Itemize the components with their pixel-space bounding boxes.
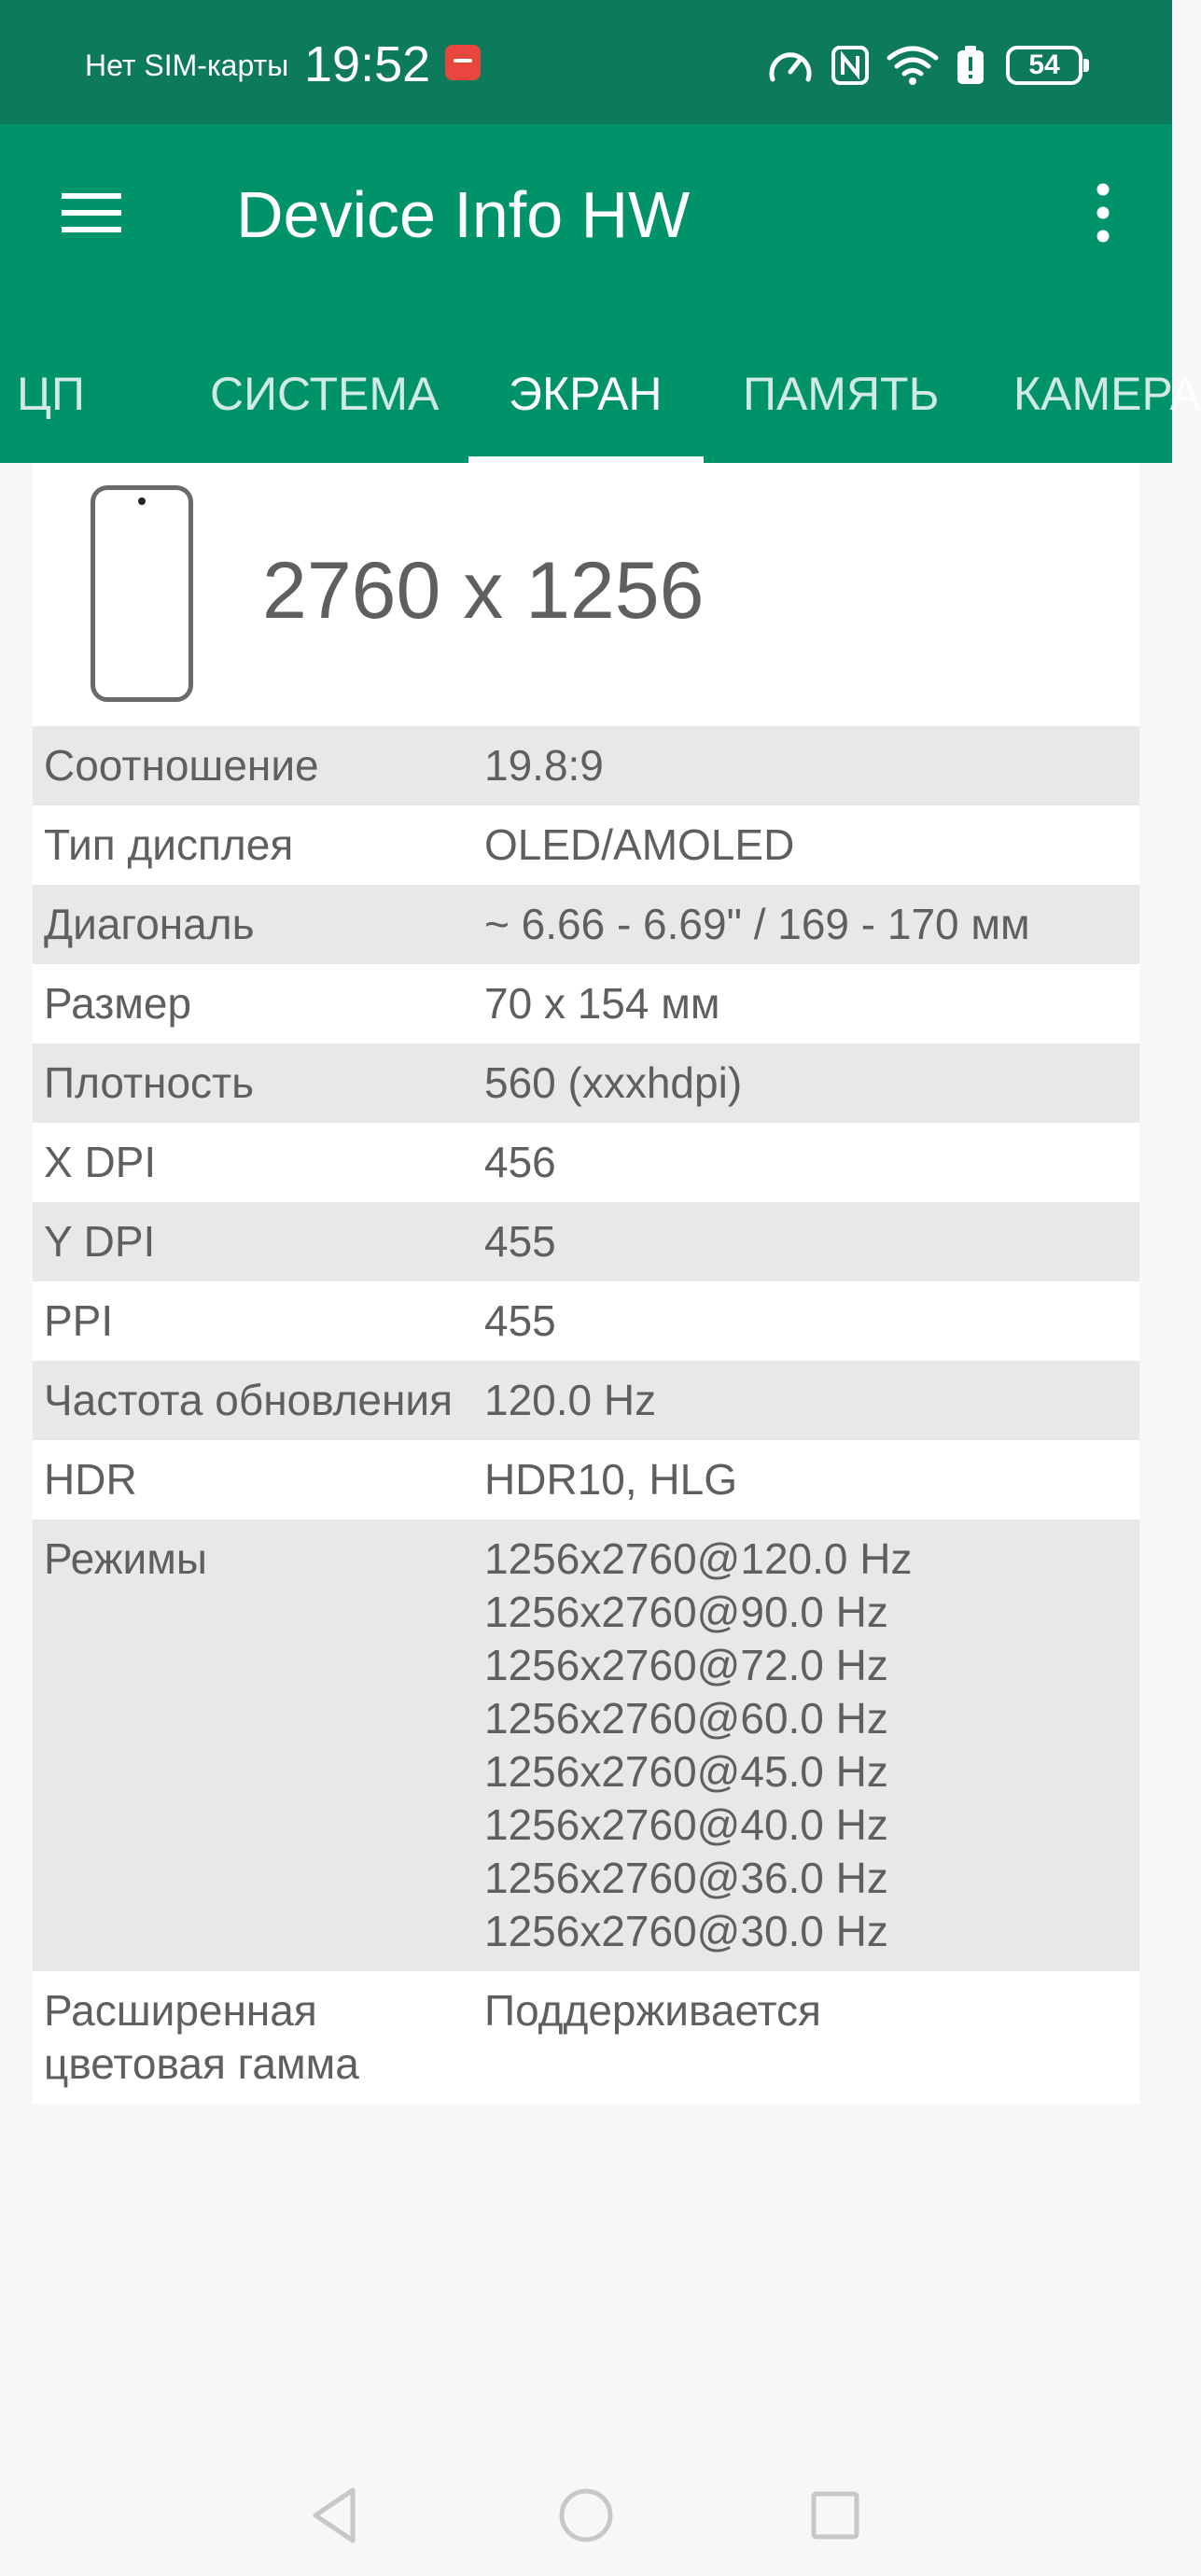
table-row	[33, 1202, 1139, 1281]
table-row	[33, 1440, 1139, 1519]
row-value: ~ 6.66 - 6.69" / 169 - 170 мм	[484, 900, 1030, 948]
battery-indicator: 54	[1006, 46, 1082, 85]
tab-indicator	[468, 456, 704, 463]
tab-bar	[0, 339, 1201, 463]
mode-item: 1256x2760@36.0 Hz	[484, 1854, 888, 1902]
mode-item: 1256x2760@60.0 Hz	[484, 1694, 888, 1743]
modes-list	[484, 1533, 1139, 1958]
app-title: Device Info HW	[236, 178, 691, 251]
row-label: Тип дисплея	[44, 820, 294, 869]
nfc-icon	[831, 45, 870, 86]
row-label: Y DPI	[44, 1217, 156, 1266]
row-label: Размер	[44, 979, 192, 1028]
tab-cpu[interactable]: ЦП	[17, 368, 85, 420]
mode-item: 1256x2760@90.0 Hz	[484, 1588, 888, 1636]
table-row	[33, 1123, 1139, 1202]
tab-camera[interactable]: КАМЕРА	[1013, 368, 1201, 420]
row-label: X DPI	[44, 1138, 157, 1186]
row-label: Плотность	[44, 1058, 255, 1107]
row-value: 455	[484, 1296, 556, 1345]
battery-alert-icon	[956, 45, 985, 86]
phone-icon	[91, 485, 193, 702]
row-value: 456	[484, 1138, 556, 1186]
table-row	[33, 805, 1139, 885]
row-value: HDR10, HLG	[484, 1455, 737, 1504]
row-value: 560 (xxxhdpi)	[484, 1058, 743, 1107]
home-circle-icon[interactable]	[544, 2473, 628, 2557]
table-row	[33, 726, 1139, 805]
row-label: Режимы	[44, 1534, 207, 1583]
back-triangle-icon[interactable]	[295, 2473, 379, 2557]
row-label: HDR	[44, 1455, 137, 1504]
row-value: 455	[484, 1217, 556, 1266]
mode-item: 1256x2760@40.0 Hz	[484, 1800, 888, 1849]
tab-system[interactable]: СИСТЕМА	[210, 368, 440, 420]
mode-item: 1256x2760@72.0 Hz	[484, 1641, 888, 1689]
carrier-text: Нет SIM-карты	[85, 49, 289, 82]
table-row	[33, 1281, 1139, 1361]
row-value: OLED/AMOLED	[484, 820, 795, 869]
row-label: Расширенная цветовая гамма	[44, 1986, 359, 2088]
table-row	[33, 1519, 1139, 1971]
wifi-icon	[887, 45, 939, 86]
table-row	[33, 964, 1139, 1043]
resolution-text: 2760 x 1256	[262, 546, 705, 636]
more-vert-icon[interactable]	[1066, 167, 1140, 257]
row-label: PPI	[44, 1296, 114, 1345]
mode-item: 1256x2760@30.0 Hz	[484, 1907, 888, 1955]
huawei-app-icon	[445, 45, 481, 80]
row-label: Диагональ	[44, 900, 255, 948]
tab-display[interactable]: ЭКРАН	[509, 368, 663, 420]
row-label: Соотношение	[44, 741, 319, 790]
table-row	[33, 1043, 1139, 1123]
speed-icon	[767, 44, 814, 87]
mode-item: 1256x2760@120.0 Hz	[484, 1534, 913, 1583]
recents-square-icon[interactable]	[793, 2473, 877, 2557]
tab-memory[interactable]: ПАМЯТЬ	[743, 368, 940, 420]
row-value: 120.0 Hz	[484, 1376, 657, 1424]
table-row	[33, 885, 1139, 964]
mode-item: 1256x2760@45.0 Hz	[484, 1747, 888, 1796]
navigation-bar	[0, 2445, 1172, 2576]
display-info-card	[33, 463, 1139, 2096]
clock: 19:52	[304, 36, 431, 92]
row-value: 19.8:9	[484, 741, 604, 790]
row-value: 70 x 154 мм	[484, 979, 720, 1028]
table-row	[33, 1971, 1139, 2104]
app-bar	[0, 124, 1201, 463]
row-value: Поддерживается	[484, 1986, 821, 2035]
info-table	[33, 726, 1139, 2104]
display-header	[33, 463, 1139, 726]
hamburger-menu-icon[interactable]	[47, 167, 136, 257]
status-bar	[0, 0, 1172, 124]
table-row	[33, 1361, 1139, 1440]
row-label: Частота обновления	[44, 1376, 454, 1424]
status-icons	[750, 37, 1082, 93]
